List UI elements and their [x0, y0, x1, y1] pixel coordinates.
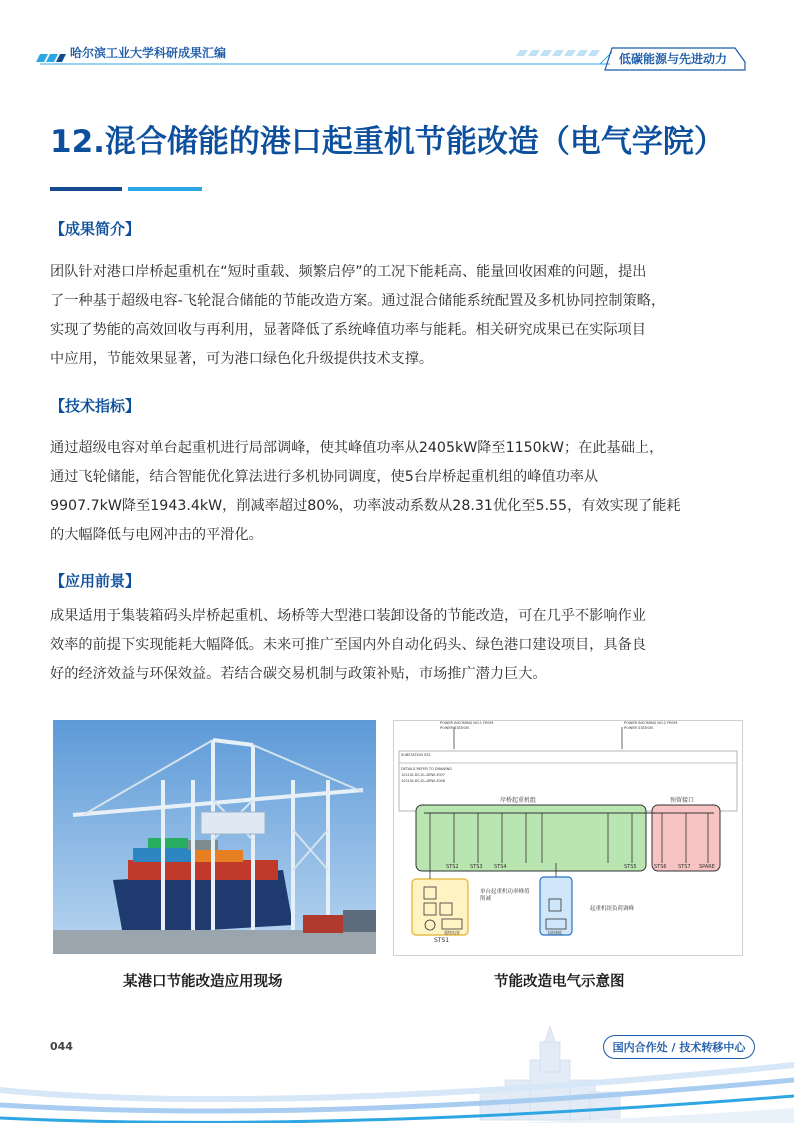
electrical-schematic [393, 720, 743, 956]
green-group-label: 岸桥起重机组 [500, 797, 537, 804]
section-heading-intro: 【成果简介】 [50, 220, 141, 238]
section-body-specs [50, 434, 744, 550]
section-heading-specs: 【技术指标】 [50, 397, 141, 415]
group-balance-label: 起重机组负荷调峰 [590, 906, 635, 912]
text-line: 实现了势能的高效回收与再利用，显著降低了系统峰值功率与能耗。相关研究成果已在实际项目 [50, 322, 646, 338]
category-title: 低碳能源与先进动力 [619, 52, 728, 66]
spare-label: SPARE [699, 864, 715, 870]
title-underline-light [128, 187, 202, 191]
single-peak-label: 单台起重机功率峰值削减 [480, 889, 530, 902]
red-group-label: 预留接口 [670, 797, 695, 804]
sts4-label: STS4 [494, 864, 507, 870]
office-badge: 国内合作处 / 技术转移中心 [603, 1035, 755, 1059]
supercap-label: 超级电容 [444, 930, 460, 935]
text-line: 好的经济效益与环保效益。若结合碳交易机制与政策补贴，市场推广潜力巨大。 [50, 666, 547, 682]
feed-label-left: POWER INCOMING NO.1 FROM POWER STATION [440, 721, 494, 730]
sts3-label: STS3 [470, 864, 483, 870]
text-line: 成果适用于集装箱码头岸桥起重机、场桥等大型港口装卸设备的节能改造，可在几乎不影响作业 [50, 608, 646, 624]
text-line: 中应用，节能效果显著，可为港口绿色化升级提供技术支撑。 [50, 351, 434, 367]
sts1-label: STS1 [434, 937, 450, 944]
page-title: 12.混合储能的港口起重机节能改造（电气学院） [50, 124, 725, 160]
text-line: 通过飞轮储能，结合智能优化算法进行多机协同调度，使5台岸桥起重机组的峰值功率从 [50, 469, 599, 485]
refer-label-3: 1021St-DC-EL-DRW-3008 [401, 779, 446, 783]
section-body-outlook [50, 602, 744, 689]
photo-caption: 某港口节能改造应用现场 [123, 974, 283, 990]
sts7-label: STS7 [678, 864, 691, 870]
section-heading-outlook: 【应用前景】 [50, 572, 141, 590]
sts6-label: STS6 [654, 864, 667, 870]
title-underline-dark [50, 187, 122, 191]
text-line: 团队针对港口岸桥起重机在“短时重载、频繁启停”的工况下能耗高、能量回收困难的问题，提出 [50, 264, 647, 280]
page-number: 044 [50, 1040, 73, 1053]
diagram-caption: 节能改造电气示意图 [494, 974, 625, 990]
sts2-label: STS2 [446, 864, 459, 870]
text-line: 效率的前提下实现能耗大幅降低。未来可推广至国内外自动化码头、绿色港口建设项目，具备良 [50, 637, 646, 653]
refer-label-1: DETAILS REFER TO DRAWING [401, 767, 452, 771]
text-line: 了一种基于超级电容-飞轮混合储能的节能改造方案。通过混合储能系统配置及多机协同控制策略， [50, 293, 666, 309]
section-body-intro [50, 258, 744, 374]
text-line: 的大幅降低与电网冲击的平滑化。 [50, 527, 263, 543]
sts5-label: STS5 [624, 864, 637, 870]
feed-label-right: POWER INCOMING NO.2 FROM POWER STATION [624, 721, 678, 730]
refer-label-2: 1021St-DC-EL-DRW-3007 [401, 773, 446, 777]
publication-title: 哈尔滨工业大学科研成果汇编 [70, 46, 227, 60]
flywheel-label: 飞轮储能 [546, 930, 562, 935]
text-line: 通过超级电容对单台起重机进行局部调峰，使其峰值功率从2405kW降至1150kW；在此基础上， [50, 440, 664, 456]
substation-label: SUBSTATION SS2 [401, 753, 431, 757]
text-line: 9907.7kW降至1943.4kW，削减率超过80%，功率波动系数从28.31优化至5.55，有效实现了能耗 [50, 498, 681, 514]
page-header [0, 40, 794, 76]
port-site-photo [53, 720, 376, 954]
